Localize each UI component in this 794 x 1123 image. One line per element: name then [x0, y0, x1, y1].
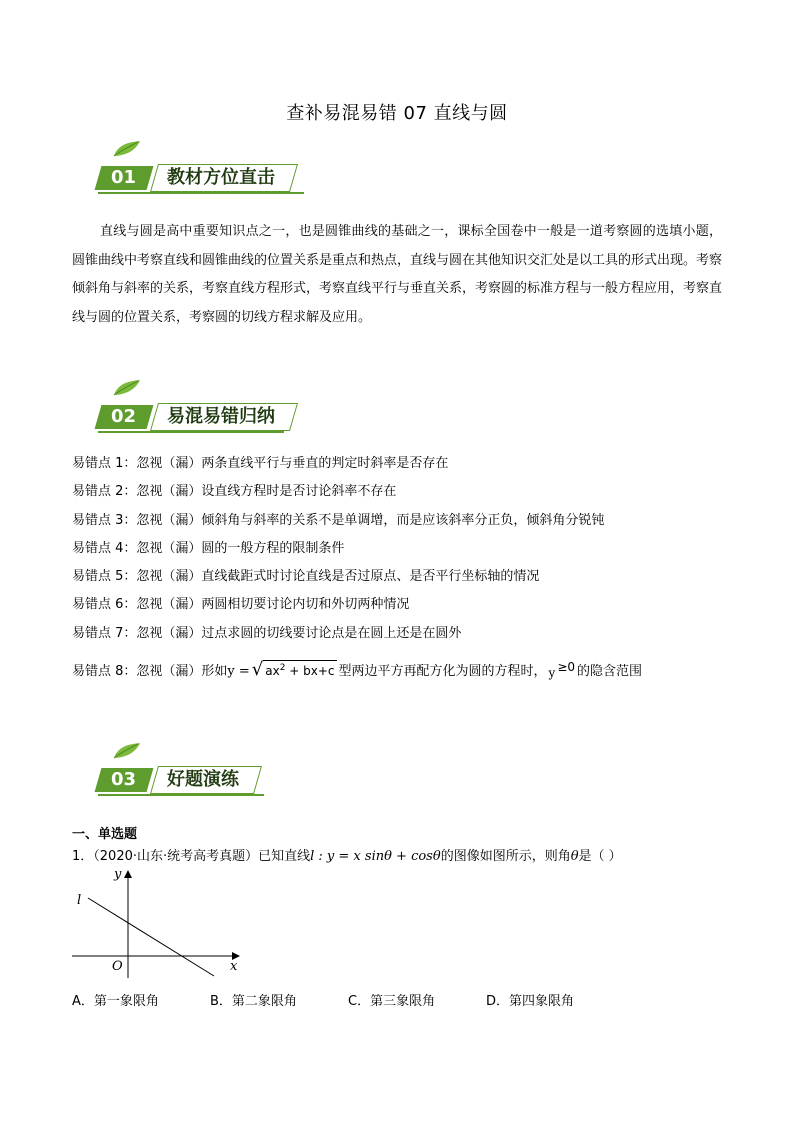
- section-number: 01: [95, 166, 154, 190]
- y-axis-arrow: [124, 870, 132, 878]
- list-item: 易错点 5：忽视（漏）直线截距式时讨论直线是否过原点、是否平行坐标轴的情况: [72, 569, 540, 585]
- list-item: 易错点 7：忽视（漏）过点求圆的切线要讨论点是在圆上还是在圆外: [72, 625, 462, 641]
- section-number: 03: [95, 768, 154, 792]
- section-header-02: [98, 395, 288, 435]
- leaf-icon: [112, 379, 142, 397]
- list-item: 易错点 4：忽视（漏）圆的一般方程的限制条件: [72, 540, 345, 556]
- section-title: 易混易错归纳: [150, 403, 298, 431]
- origin-label: O: [112, 959, 123, 974]
- leaf-icon: [112, 140, 142, 158]
- list-item-8: 易错点 8：忽视（漏）形如 y = √ $ax^2 + bx+c$ 型两边平方再配方化为圆的方程时， y ≥0 的隐含范围: [72, 659, 643, 680]
- list-item: 易错点 2：忽视（漏）设直线方程时是否讨论斜率不存在: [72, 484, 397, 500]
- formula: y = √ $ax^2 + bx+c$: [227, 659, 335, 680]
- divider: [98, 431, 284, 433]
- x-axis-label: x: [230, 959, 238, 974]
- option-c[interactable]: C．第三象限角: [348, 994, 436, 1009]
- divider: [98, 794, 264, 796]
- intro-paragraph: 直线与圆是高中重要知识点之一，也是圆锥曲线的基础之一，课标全国卷中一般是一道考察圆的选填小题，圆锥曲线中考察直线和圆锥曲线的位置关系是重点和热点，直线与圆在其他知识交汇处是以工具的形式出现。考察倾斜角与斜率的关系，考察直线方程形式，考察直线平行与垂直关系，考察圆的标准方程与一般方程应用，考察直线与圆的位置关系，考察圆的切线方程求解及应用。: [72, 224, 723, 325]
- question-stem: 1．（2020·山东·统考高考真题）已知直线l : y = x sinθ + cosθ的图像如图所示，则角θ是（ ）: [72, 849, 622, 864]
- formula: l : y = x sinθ + cosθ: [310, 849, 441, 864]
- line-graph-figure: [72, 866, 252, 981]
- option-d[interactable]: D．第四象限角: [486, 994, 575, 1009]
- line-l: [88, 898, 214, 976]
- sqrt-expression: √ $ax^2 + bx+c$: [251, 659, 335, 680]
- subsection-heading: 一、单选题: [72, 827, 138, 842]
- section-title: 教材方位直击: [150, 164, 298, 192]
- list-item: 易错点 3：忽视（漏）倾斜角与斜率的关系不是单调增，而是应该斜率分正负，倾斜角分锐钝: [72, 512, 605, 528]
- leaf-icon: [112, 742, 142, 760]
- option-b[interactable]: B．第二象限角: [210, 994, 297, 1009]
- section-title: 好题演练: [150, 766, 262, 794]
- section-number: 02: [95, 405, 154, 429]
- list-item: 易错点 1：忽视（漏）两条直线平行与垂直的判定时斜率是否存在: [72, 456, 449, 471]
- section-header-03: [98, 758, 268, 798]
- page-title: 查补易混易错 07 直线与圆: [286, 103, 508, 124]
- line-label: l: [77, 893, 82, 908]
- answer-options: [72, 990, 624, 1009]
- list-item: 易错点 6：忽视（漏）两圆相切要讨论内切和外切两种情况: [72, 597, 410, 613]
- error-list: [72, 453, 604, 651]
- option-a[interactable]: A．第一象限角: [72, 994, 159, 1009]
- divider: [98, 192, 304, 194]
- section-header-01: [98, 156, 308, 196]
- y-axis-label: y: [114, 867, 122, 882]
